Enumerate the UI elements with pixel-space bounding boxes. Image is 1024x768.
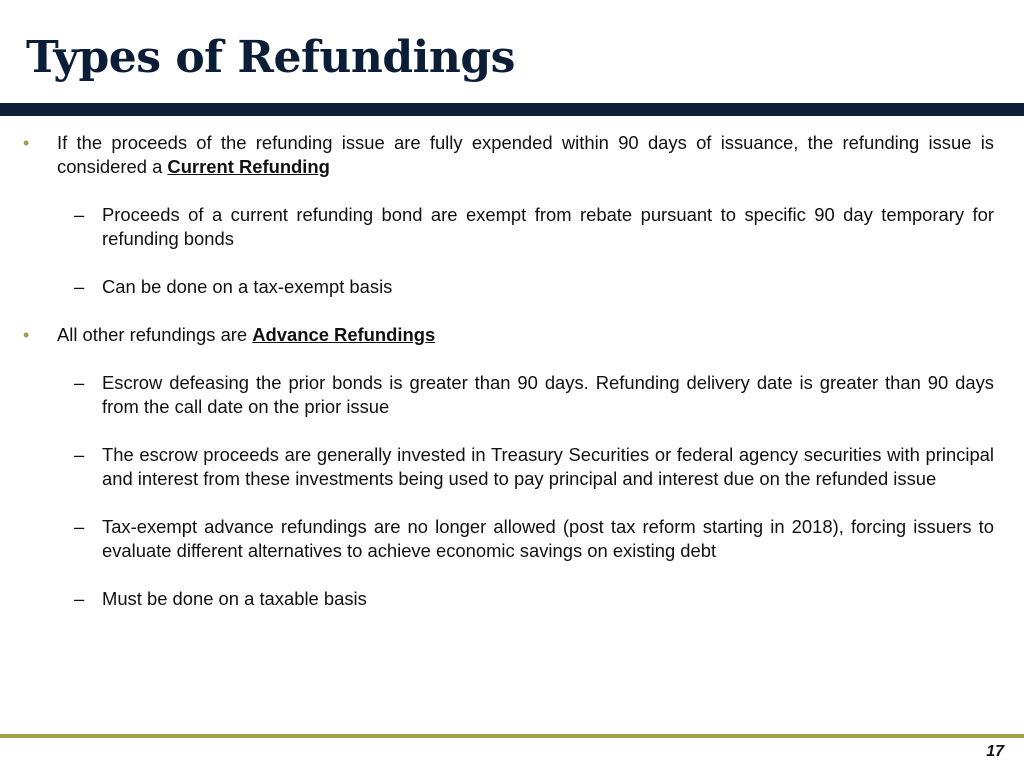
sub-bullet-text: Tax-exempt advance refundings are no longer allowed (post tax reform starting in 2018), forcing issuers to evaluate different alternatives to achieve economic savings on existing debt bbox=[102, 516, 994, 561]
bullet-text: If the proceeds of the refunding issue are fully expended within 90 days of issuance, the refunding issue is considered a bbox=[57, 132, 994, 177]
slide-body bbox=[0, 131, 1024, 611]
sub-bullet-text: Must be done on a taxable basis bbox=[102, 588, 367, 609]
sub-bullet bbox=[74, 203, 994, 251]
bullet-text: All other refundings are bbox=[57, 324, 253, 345]
footer-divider bbox=[0, 734, 1024, 738]
bullet-current-refunding bbox=[23, 131, 994, 179]
sub-bullet-text: Can be done on a tax-exempt basis bbox=[102, 276, 393, 297]
emphasis-current-refunding: Current Refunding bbox=[167, 156, 330, 177]
bullet-icon: • bbox=[23, 133, 30, 153]
sub-bullet bbox=[74, 587, 994, 611]
bullet-advance-refunding bbox=[23, 323, 994, 347]
title-divider bbox=[0, 103, 1024, 116]
sub-bullet bbox=[74, 515, 994, 563]
bullet-icon: • bbox=[23, 325, 30, 345]
dash-icon: – bbox=[74, 516, 85, 537]
dash-icon: – bbox=[74, 372, 85, 393]
dash-icon: – bbox=[74, 444, 85, 465]
sub-bullet-text: The escrow proceeds are generally invested in Treasury Securities or federal agency securities with principal and interest from these investments being used to pay principal and interest due on the refunded issue bbox=[102, 444, 994, 489]
dash-icon: – bbox=[74, 588, 85, 609]
slide-title: Types of Refundings bbox=[26, 32, 515, 83]
sub-bullet-text: Escrow defeasing the prior bonds is greater than 90 days. Refunding delivery date is greater than 90 days from the call date on the prior issue bbox=[102, 372, 994, 417]
sub-bullet-text: Proceeds of a current refunding bond are exempt from rebate pursuant to specific 90 day temporary for refunding bonds bbox=[102, 204, 994, 249]
sub-bullet bbox=[74, 443, 994, 491]
sub-bullet bbox=[74, 371, 994, 419]
page-number: 17 bbox=[986, 743, 1004, 760]
dash-icon: – bbox=[74, 276, 85, 297]
sub-bullet bbox=[74, 275, 994, 299]
emphasis-advance-refunding: Advance Refundings bbox=[252, 324, 436, 345]
dash-icon: – bbox=[74, 204, 85, 225]
